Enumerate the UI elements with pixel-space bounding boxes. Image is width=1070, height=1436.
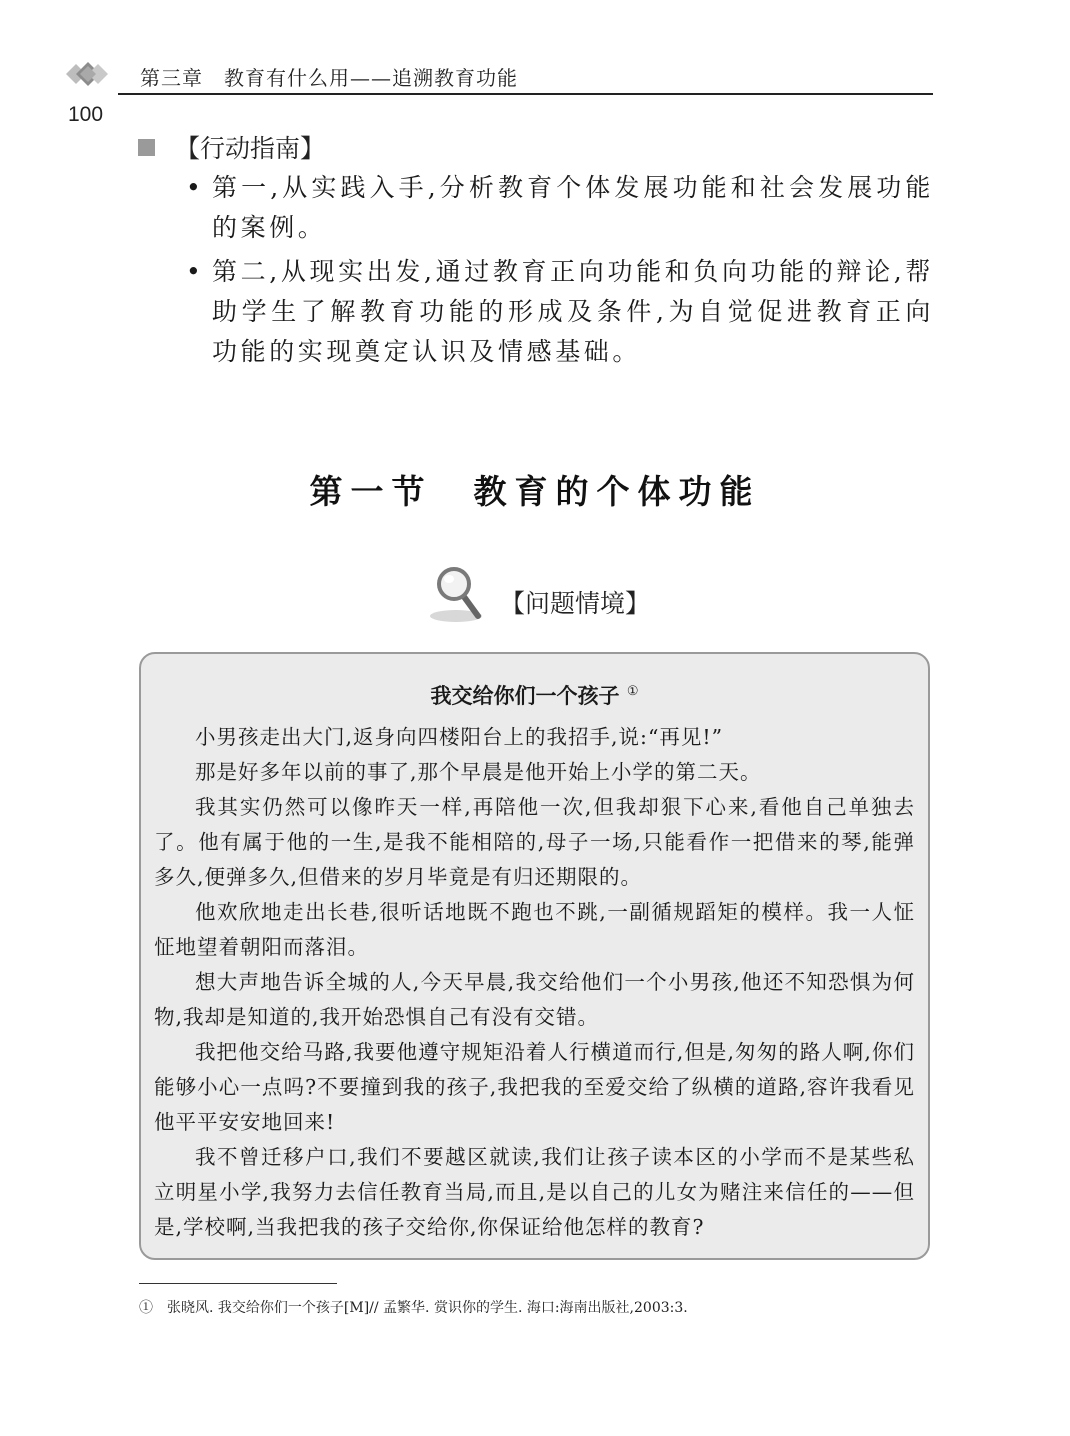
story-paragraph: 我把他交给马路,我要他遵守规矩沿着人行横道而行,但是,匆匆的路人啊,你们能够小心一点吗?不要撞到我的孩子,我把我的至爱交给了纵横的道路,容许我看见他平平安安地回来! xyxy=(154,1040,915,1134)
gray-square-icon xyxy=(138,139,155,156)
footnote-reference: ① xyxy=(626,684,639,699)
header-rule xyxy=(118,93,933,95)
diamond-logo-icon xyxy=(56,52,116,96)
story-paragraph: 我不曾迁移户口,我们不要越区就读,我们让孩子读本区的小学而不是某些私立明星小学,我努力去信任教育当局,而且,是以自己的儿女为赌注来信任的——但是,学校啊,当我把我的孩子交给你,你保证给他怎样的教育? xyxy=(154,1145,915,1239)
action-guide-item-text: 第一,从实践入手,分析教育个体发展功能和社会发展功能的案例。 xyxy=(212,173,934,242)
running-header-title: 第三章 教育有什么用——追溯教育功能 xyxy=(140,66,518,90)
story-box xyxy=(139,652,930,1260)
story-paragraph: 我其实仍然可以像昨天一样,再陪他一次,但我却狠下心来,看他自己单独去了。他有属于他的一生,是我不能相陪的,母子一场,只能看作一把借来的琴,能弹多久,便弹多久,但借来的岁月毕竟是有归还期限的。 xyxy=(154,795,915,889)
story-title-text: 我交给你们一个孩子 xyxy=(430,683,620,708)
action-guide-item-text: 第二,从现实出发,通过教育正向功能和负向功能的辩论,帮助学生了解教育功能的形成及条件,为自觉促进教育正向功能的实现奠定认识及情感基础。 xyxy=(212,257,934,366)
problem-situation-label: 【问题情境】 xyxy=(500,589,651,618)
magnifier-icon xyxy=(428,564,494,626)
problem-situation-heading xyxy=(428,564,650,626)
page-number: 100 xyxy=(68,103,104,126)
action-guide-label: 【行动指南】 xyxy=(175,134,326,163)
story-title xyxy=(154,672,915,716)
action-guide-item xyxy=(186,252,934,372)
footnote: ① 张晓风. 我交给你们一个孩子[M]// 孟繁华. 赏识你的学生. 海口:海南出版社,2003:3. xyxy=(139,1300,688,1316)
section-title: 第一节 教育的个体功能 xyxy=(309,472,761,511)
action-guide-list xyxy=(186,168,934,376)
action-guide-item xyxy=(186,168,934,248)
story-paragraph: 小男孩走出大门,返身向四楼阳台上的我招手,说:“再见!” xyxy=(195,725,724,749)
story-paragraph: 那是好多年以前的事了,那个早晨是他开始上小学的第二天。 xyxy=(195,760,762,784)
story-paragraph: 想大声地告诉全城的人,今天早晨,我交给他们一个小男孩,他还不知恐惧为何物,我却是知道的,我开始恐惧自己有没有交错。 xyxy=(154,970,915,1029)
footnote-rule xyxy=(139,1283,337,1284)
story-paragraph: 他欢欣地走出长巷,很听话地既不跑也不跳,一副循规蹈矩的模样。我一人怔怔地望着朝阳而落泪。 xyxy=(154,900,915,959)
action-guide-heading xyxy=(138,129,325,165)
bullet-dot-icon: • xyxy=(186,257,205,286)
bullet-dot-icon: • xyxy=(186,173,205,202)
